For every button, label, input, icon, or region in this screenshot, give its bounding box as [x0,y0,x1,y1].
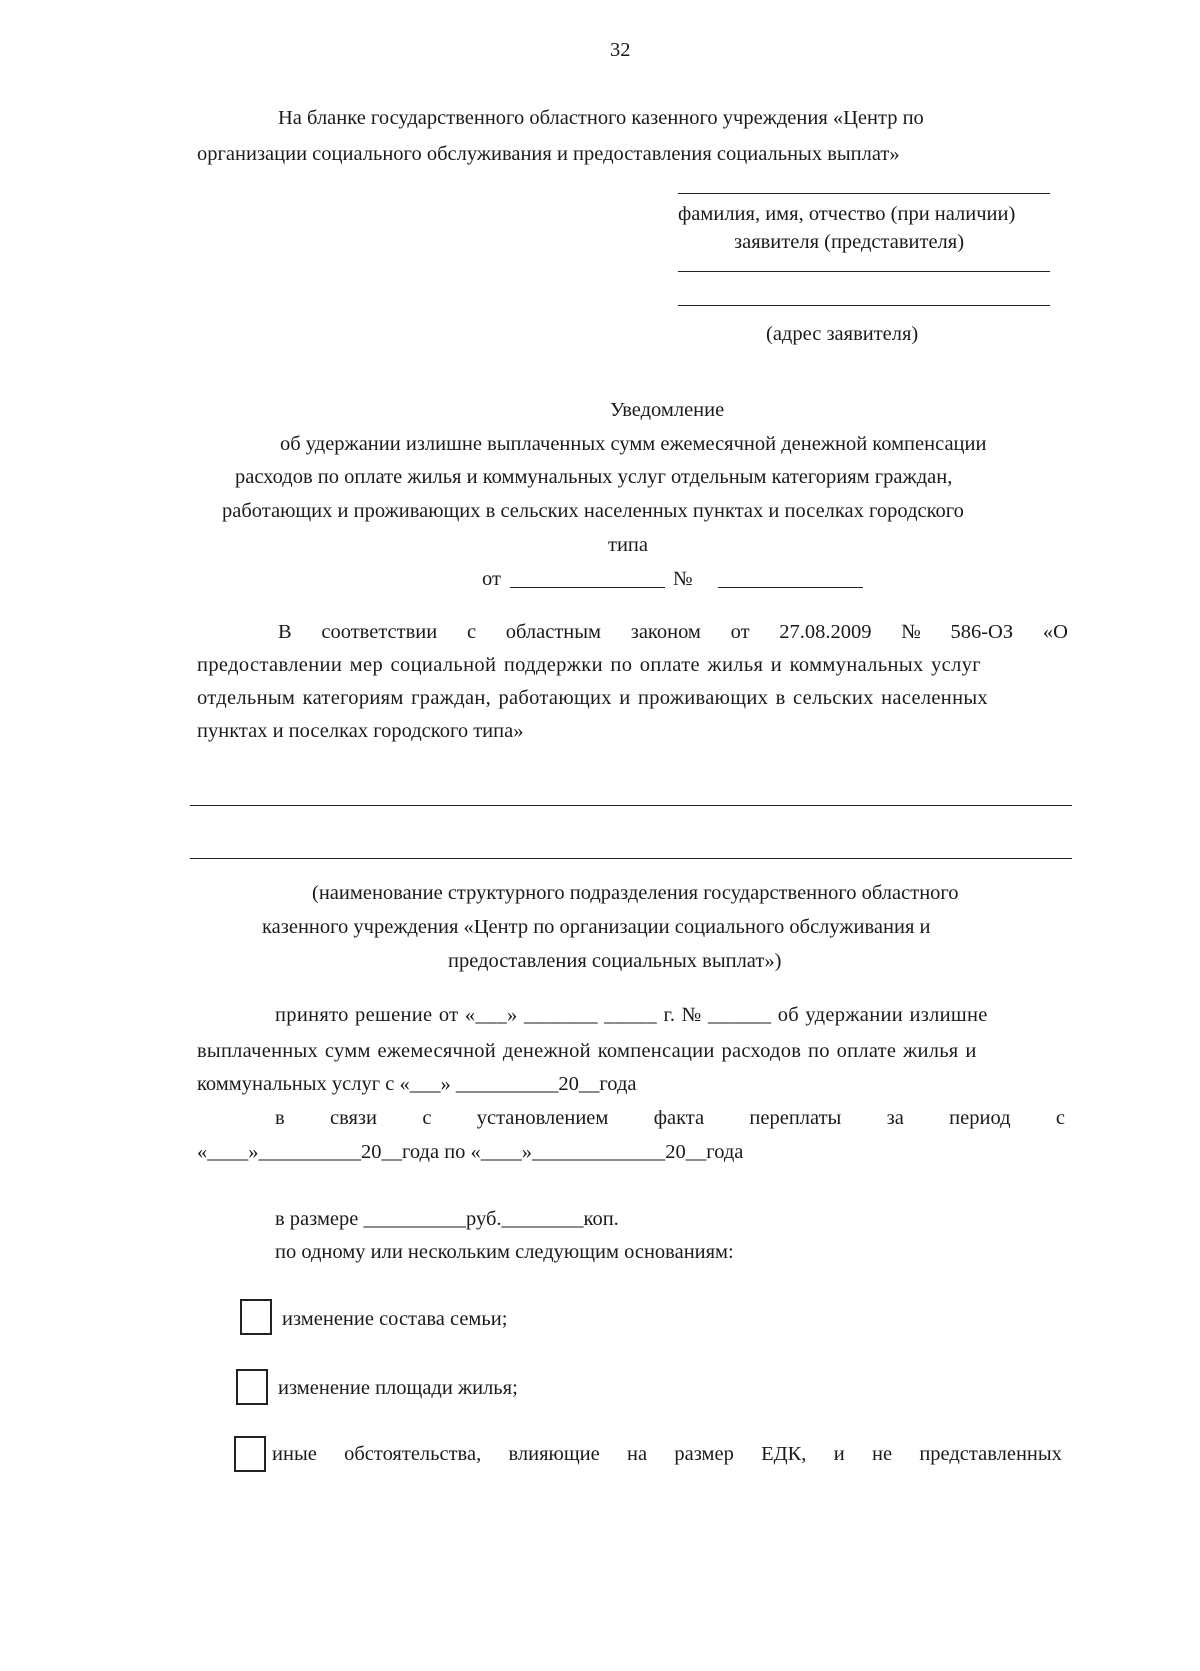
decision-word: с [1055,1107,1065,1129]
decision-word: за [886,1107,904,1129]
department-caption-line-2: казенного учреждения «Центр по организации социального обслуживания и [262,916,931,938]
law-word: 27.08.2009 [779,621,872,643]
notice-title-line-1: об удержании излишне выплаченных сумм ежемесячной денежной компенсации [280,433,987,455]
decision-word: факта [653,1107,705,1129]
notice-number-field[interactable] [718,587,863,588]
notice-date-label: от [482,568,501,590]
grounds-intro: по одному или нескольким следующим основаниям: [275,1241,734,1263]
decision-word: с [422,1107,432,1129]
applicant-address-line-1[interactable] [678,271,1050,272]
department-name-line-2[interactable] [190,858,1072,859]
option-word: и [833,1443,845,1465]
option-word: иные [272,1443,317,1465]
letterhead-line-1: На бланке государственного областного казенного учреждения «Центр по [278,107,924,129]
option-word: размер [674,1443,734,1465]
law-paragraph-line-4: пунктах и поселках городского типа» [197,720,524,742]
notice-title-line-3: работающих и проживающих в сельских населенных пунктах и поселках городского [222,500,964,522]
department-name-line-1[interactable] [190,805,1072,806]
applicant-name-caption-2: заявителя (представителя) [734,231,965,253]
other-circumstances-label [272,1442,1062,1467]
law-word: «О [1042,621,1068,643]
law-word: от [730,621,750,643]
other-circumstances-checkbox[interactable] [234,1436,266,1472]
law-paragraph-line-3: отдельным категориям граждан, работающих и проживающих в сельских населенных [197,687,988,709]
option-word: не [871,1443,893,1465]
law-word: В [278,621,292,643]
notice-number-label: № [673,568,693,590]
decision-word: в [275,1107,285,1129]
option-word: обстоятельства, [344,1443,482,1465]
decision-word: переплаты [749,1107,842,1129]
applicant-name-caption-1: фамилия, имя, отчество (при наличии) [678,203,1016,225]
decision-line-3: коммунальных услуг с «___» __________20__года [197,1073,637,1095]
applicant-name-line[interactable] [678,193,1050,194]
letterhead-line-2: организации социального обслуживания и предоставления социальных выплат» [197,143,900,165]
law-paragraph-line-2: предоставлении мер социальной поддержки по оплате жилья и коммунальных услуг [197,654,982,676]
page-number: 32 [610,39,631,61]
decision-line-1: принято решение от «___» _______ _____ г. № ______ об удержании излишне [275,1004,988,1026]
law-word: областным [505,621,602,643]
notice-date-field[interactable] [510,587,665,588]
notice-title-line-4: типа [608,534,648,556]
department-caption-line-3: предоставления социальных выплат») [448,950,782,972]
applicant-address-caption: (адрес заявителя) [766,323,919,345]
law-word: законом [630,621,701,643]
law-paragraph-line-1 [278,620,1068,645]
decision-word: связи [330,1107,378,1129]
amount-line: в размере __________руб.________коп. [275,1208,619,1230]
law-word: с [466,621,477,643]
notice-heading: Уведомление [610,399,725,421]
law-word: № [901,621,921,643]
applicant-address-line-2[interactable] [678,305,1050,306]
decision-line-2: выплаченных сумм ежемесячной денежной компенсации расходов по оплате жилья и [197,1040,977,1062]
family-change-label: изменение состава семьи; [282,1308,508,1330]
housing-area-label: изменение площади жилья; [278,1377,518,1399]
option-word: представленных [919,1443,1062,1465]
family-change-checkbox[interactable] [240,1299,272,1335]
decision-line-5: «____»__________20__года по «____»_____________20__года [197,1141,744,1163]
decision-line-4 [275,1106,1065,1131]
housing-area-checkbox[interactable] [236,1369,268,1405]
option-word: на [626,1443,648,1465]
decision-word: период [949,1107,1011,1129]
law-word: соответствии [321,621,438,643]
decision-word: установлением [476,1107,609,1129]
option-word: влияющие [508,1443,600,1465]
department-caption-line-1: (наименование структурного подразделения государственного областного [312,882,959,904]
notice-title-line-2: расходов по оплате жилья и коммунальных услуг отдельным категориям граждан, [235,466,953,488]
law-word: 586-ОЗ [950,621,1014,643]
option-word: ЕДК, [761,1443,807,1465]
